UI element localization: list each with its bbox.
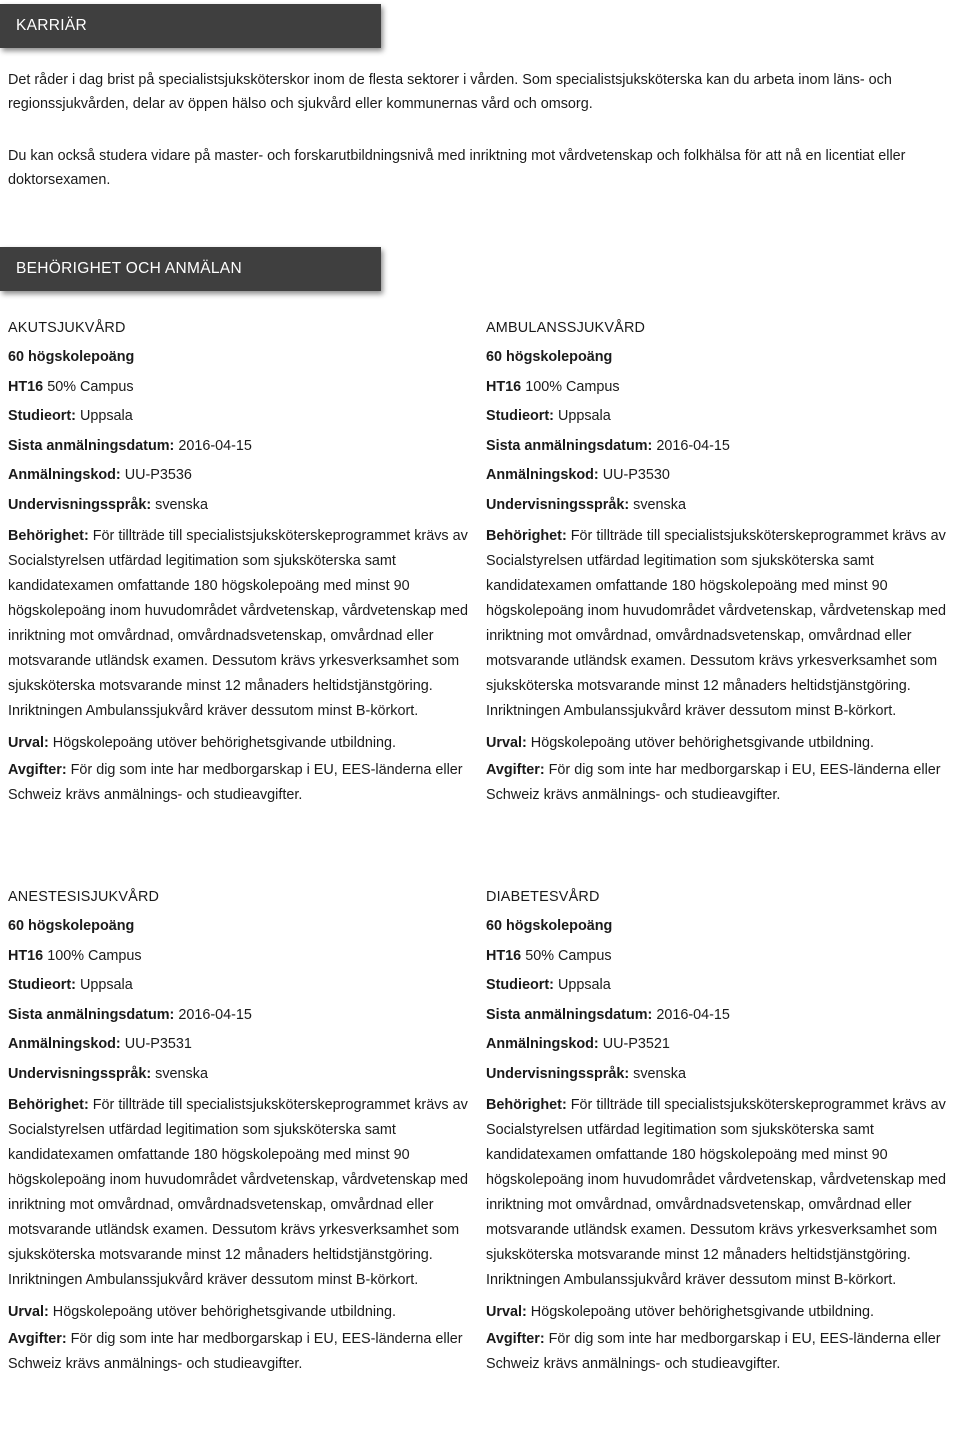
- eligibility-text: För tillträde till specialistsjuksköterskeprogrammet krävs av Socialstyrelsen utfärdad legitimation som sjuksköterska samt kandidatexamen omfattande 180 högskolepoäng med minst 90 högskolepoäng inom huvudområdet vårdvetenskap, vårdvetenskap med inriktning mot omvårdnad, omvårdnadsvetenskap, omvårdnad eller motsvarande utländsk examen. Dessutom krävs yrkesverksamhet som sjuksköterska motsvarande minst 12 månaders heltidstjänstgöring. Inriktningen Ambulanssjukvård kräver dessutom minst B-körkort.: [8, 528, 468, 719]
- term-pace: 100% Campus: [525, 378, 620, 395]
- term-label: HT16: [8, 378, 44, 395]
- program-credits: 60 högskolepoäng: [486, 349, 613, 365]
- selection-text: Högskolepoäng utöver behörighetsgivande utbildning.: [52, 1304, 397, 1320]
- program-location: [486, 971, 946, 1001]
- program-eligibility: [486, 1093, 946, 1293]
- program-language: [8, 1060, 468, 1090]
- location-label: Studieort:: [8, 977, 76, 993]
- fees-text: För dig som inte har medborgarskap i EU, EES-länderna eller Schweiz krävs anmälnings- och studieavgifter.: [8, 762, 463, 803]
- location-label: Studieort:: [8, 408, 76, 424]
- program-code: [486, 461, 946, 491]
- program-selection: [8, 1297, 468, 1327]
- language-label: Undervisningsspråk:: [8, 1065, 152, 1082]
- deadline-value: 2016-04-15: [656, 1006, 730, 1023]
- code-value: UU-P3530: [602, 467, 670, 483]
- program-language: [8, 491, 468, 521]
- program-term: [486, 942, 946, 972]
- code-label: Anmälningskod:: [8, 467, 121, 483]
- program-selection: [486, 1297, 946, 1327]
- program-code: [486, 1030, 946, 1060]
- deadline-label: Sista anmälningsdatum:: [486, 1006, 653, 1023]
- code-value: UU-P3536: [124, 467, 192, 483]
- code-value: UU-P3521: [602, 1036, 670, 1052]
- language-label: Undervisningsspråk:: [8, 496, 152, 513]
- program-term: [486, 373, 946, 403]
- selection-label: Urval:: [486, 735, 527, 751]
- program-location: [8, 971, 468, 1001]
- program-code: [8, 1030, 468, 1060]
- deadline-value: 2016-04-15: [178, 437, 252, 454]
- program-title: AMBULANSSJUKVÅRD: [486, 320, 646, 336]
- program-card-diabetesvard: [486, 883, 946, 1377]
- code-label: Anmälningskod:: [486, 467, 599, 483]
- selection-label: Urval:: [486, 1304, 527, 1320]
- program-code: [8, 461, 468, 491]
- fees-text: För dig som inte har medborgarskap i EU, EES-länderna eller Schweiz krävs anmälnings- och studieavgifter.: [486, 762, 941, 803]
- program-selection: [486, 728, 946, 758]
- language-label: Undervisningsspråk:: [486, 1065, 630, 1082]
- eligibility-label: Behörighet:: [8, 1097, 89, 1113]
- fees-text: För dig som inte har medborgarskap i EU, EES-länderna eller Schweiz krävs anmälnings- och studieavgifter.: [8, 1331, 463, 1372]
- fees-label: Avgifter:: [486, 1331, 545, 1347]
- term-pace: 100% Campus: [47, 947, 142, 964]
- deadline-label: Sista anmälningsdatum:: [486, 437, 653, 454]
- term-label: HT16: [486, 378, 522, 395]
- program-credits: 60 högskolepoäng: [486, 918, 613, 934]
- fees-text: För dig som inte har medborgarskap i EU, EES-länderna eller Schweiz krävs anmälnings- och studieavgifter.: [486, 1331, 941, 1372]
- program-language: [486, 1060, 946, 1090]
- code-label: Anmälningskod:: [486, 1036, 599, 1052]
- location-value: Uppsala: [557, 408, 611, 424]
- section-header-career: [0, 4, 381, 48]
- program-deadline: [8, 1001, 468, 1031]
- code-label: Anmälningskod:: [8, 1036, 121, 1052]
- section-title-admission: BEHÖRIGHET OCH ANMÄLAN: [16, 260, 242, 277]
- program-fees: [486, 1327, 946, 1377]
- program-deadline: [486, 1001, 946, 1031]
- selection-text: Högskolepoäng utöver behörighetsgivande utbildning.: [530, 735, 875, 751]
- program-fees: [8, 1327, 468, 1377]
- program-card-ambulanssjukvard: [486, 314, 946, 808]
- program-card-akutsjukvard: [8, 314, 468, 808]
- selection-label: Urval:: [8, 1304, 49, 1320]
- selection-text: Högskolepoäng utöver behörighetsgivande utbildning.: [530, 1304, 875, 1320]
- program-title: AKUTSJUKVÅRD: [8, 320, 126, 336]
- intro-paragraph-1: Det råder i dag brist på specialistsjuksköterskor inom de flesta sektorer i vården. Som specialistsjuksköterska kan du arbeta inom läns- och regionssjukvården, delar av öppen hälso och sjukvård eller kommunernas vård och omsorg.: [8, 72, 892, 112]
- deadline-value: 2016-04-15: [656, 437, 730, 454]
- language-value: svenska: [633, 1065, 686, 1082]
- eligibility-text: För tillträde till specialistsjuksköterskeprogrammet krävs av Socialstyrelsen utfärdad legitimation som sjuksköterska samt kandidatexamen omfattande 180 högskolepoäng med minst 90 högskolepoäng inom huvudområdet vårdvetenskap, vårdvetenskap med inriktning mot omvårdnad, omvårdnadsvetenskap, omvårdnad eller motsvarande utländsk examen. Dessutom krävs yrkesverksamhet som sjuksköterska motsvarande minst 12 månaders heltidstjänstgöring. Inriktningen Ambulanssjukvård kräver dessutom minst B-körkort.: [486, 528, 946, 719]
- section-header-admission: [0, 247, 381, 291]
- location-value: Uppsala: [79, 977, 133, 993]
- program-fees: [8, 758, 468, 808]
- term-pace: 50% Campus: [47, 378, 134, 395]
- selection-label: Urval:: [8, 735, 49, 751]
- eligibility-label: Behörighet:: [486, 528, 567, 544]
- location-label: Studieort:: [486, 408, 554, 424]
- program-eligibility: [8, 524, 468, 724]
- language-label: Undervisningsspråk:: [486, 496, 630, 513]
- language-value: svenska: [155, 496, 208, 513]
- program-term: [8, 942, 468, 972]
- term-label: HT16: [8, 947, 44, 964]
- term-pace: 50% Campus: [525, 947, 612, 964]
- program-language: [486, 491, 946, 521]
- program-location: [8, 402, 468, 432]
- program-deadline: [8, 432, 468, 462]
- program-title: ANESTESISJUKVÅRD: [8, 889, 160, 905]
- location-value: Uppsala: [557, 977, 611, 993]
- language-value: svenska: [633, 496, 686, 513]
- selection-text: Högskolepoäng utöver behörighetsgivande utbildning.: [52, 735, 397, 751]
- location-label: Studieort:: [486, 977, 554, 993]
- intro-paragraph-2: Du kan också studera vidare på master- och forskarutbildningsnivå med inriktning mot vårdvetenskap och folkhälsa för att nå en licentiat eller doktorsexamen.: [8, 148, 906, 188]
- program-deadline: [486, 432, 946, 462]
- program-card-anestesisjukvard: [8, 883, 468, 1377]
- eligibility-label: Behörighet:: [486, 1097, 567, 1113]
- deadline-value: 2016-04-15: [178, 1006, 252, 1023]
- deadline-label: Sista anmälningsdatum:: [8, 437, 175, 454]
- term-label: HT16: [486, 947, 522, 964]
- fees-label: Avgifter:: [8, 762, 67, 778]
- program-term: [8, 373, 468, 403]
- program-selection: [8, 728, 468, 758]
- program-eligibility: [8, 1093, 468, 1293]
- eligibility-text: För tillträde till specialistsjuksköterskeprogrammet krävs av Socialstyrelsen utfärdad legitimation som sjuksköterska samt kandidatexamen omfattande 180 högskolepoäng med minst 90 högskolepoäng inom huvudområdet vårdvetenskap, vårdvetenskap med inriktning mot omvårdnad, omvårdnadsvetenskap, omvårdnad eller motsvarande utländsk examen. Dessutom krävs yrkesverksamhet som sjuksköterska motsvarande minst 12 månaders heltidstjänstgöring. Inriktningen Ambulanssjukvård kräver dessutom minst B-körkort.: [8, 1097, 468, 1288]
- eligibility-label: Behörighet:: [8, 528, 89, 544]
- fees-label: Avgifter:: [8, 1331, 67, 1347]
- program-credits: 60 högskolepoäng: [8, 349, 135, 365]
- eligibility-text: För tillträde till specialistsjuksköterskeprogrammet krävs av Socialstyrelsen utfärdad legitimation som sjuksköterska samt kandidatexamen omfattande 180 högskolepoäng med minst 90 högskolepoäng inom huvudområdet vårdvetenskap, vårdvetenskap med inriktning mot omvårdnad, omvårdnadsvetenskap, omvårdnad eller motsvarande utländsk examen. Dessutom krävs yrkesverksamhet som sjuksköterska motsvarande minst 12 månaders heltidstjänstgöring. Inriktningen Ambulanssjukvård kräver dessutom minst B-körkort.: [486, 1097, 946, 1288]
- code-value: UU-P3531: [124, 1036, 192, 1052]
- program-eligibility: [486, 524, 946, 724]
- language-value: svenska: [155, 1065, 208, 1082]
- program-title: DIABETESVÅRD: [486, 889, 600, 905]
- fees-label: Avgifter:: [486, 762, 545, 778]
- program-credits: 60 högskolepoäng: [8, 918, 135, 934]
- section-title-career: KARRIÄR: [16, 17, 88, 34]
- location-value: Uppsala: [79, 408, 133, 424]
- program-fees: [486, 758, 946, 808]
- deadline-label: Sista anmälningsdatum:: [8, 1006, 175, 1023]
- program-location: [486, 402, 946, 432]
